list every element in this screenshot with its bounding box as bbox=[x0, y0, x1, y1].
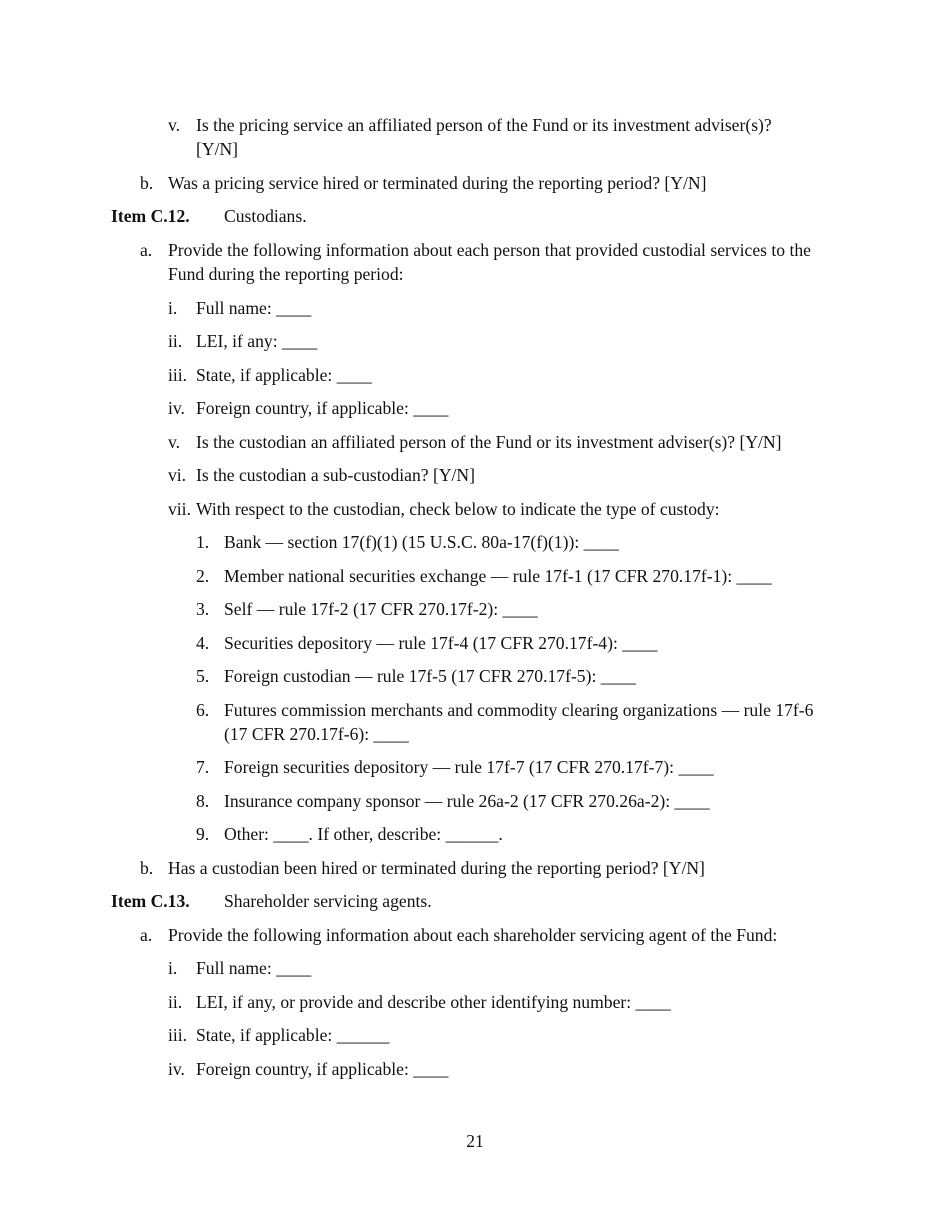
subitem-text: LEI, if any: ____ bbox=[196, 331, 318, 351]
subitem-text: State, if applicable: ____ bbox=[196, 365, 372, 385]
paragraph-number: a. bbox=[140, 925, 153, 945]
subitem-number: ii. bbox=[168, 331, 183, 351]
subitem-number: iii. bbox=[168, 1025, 188, 1045]
custody-type-text: Other: ____. If other, describe: ______. bbox=[224, 824, 503, 844]
paragraph-number: a. bbox=[140, 240, 153, 260]
subitem-text: Foreign country, if applicable: ____ bbox=[196, 398, 449, 418]
subitem-number: i. bbox=[168, 298, 178, 318]
custody-type-text: Insurance company sponsor — rule 26a-2 (17 CFR 270.26a-2): ____ bbox=[224, 791, 710, 811]
subitem-number: iv. bbox=[168, 1059, 185, 1079]
custody-type-number: 2. bbox=[196, 566, 210, 586]
custody-type-number: 5. bbox=[196, 666, 210, 686]
subitem-number: i. bbox=[168, 958, 178, 978]
subitem-text: LEI, if any, or provide and describe other identifying number: ____ bbox=[196, 992, 671, 1012]
subitem-text: State, if applicable: ______ bbox=[196, 1025, 390, 1045]
item-title: Custodians. bbox=[224, 206, 307, 226]
paragraph-number: b. bbox=[140, 858, 154, 878]
subitem-text: Is the custodian an affiliated person of the Fund or its investment adviser(s)? [Y/N] bbox=[196, 432, 782, 452]
subitem-text: With respect to the custodian, check below to indicate the type of custody: bbox=[196, 499, 720, 519]
custody-type-text: Securities depository — rule 17f-4 (17 CFR 270.17f-4): ____ bbox=[224, 633, 658, 653]
subitem-number: v. bbox=[168, 432, 181, 452]
subitem-number: ii. bbox=[168, 992, 183, 1012]
subitem-text: Full name: ____ bbox=[196, 298, 312, 318]
custody-type-number: 7. bbox=[196, 757, 210, 777]
custody-type-text: Member national securities exchange — rule 17f-1 (17 CFR 270.17f-1): ____ bbox=[224, 566, 772, 586]
custody-type-number: 3. bbox=[196, 599, 210, 619]
paragraph-text: Provide the following information about each shareholder servicing agent of the Fund: bbox=[168, 925, 778, 945]
custody-type-number: 1. bbox=[196, 532, 210, 552]
subitem-text: Is the pricing service an affiliated person of the Fund or its investment adviser(s)? [Y/N] bbox=[196, 115, 772, 159]
paragraph-text: Provide the following information about each person that provided custodial services to the Fund during the reporting period: bbox=[168, 240, 811, 284]
subitem-text: Foreign country, if applicable: ____ bbox=[196, 1059, 449, 1079]
subitem-text: Full name: ____ bbox=[196, 958, 312, 978]
page-number: 21 bbox=[466, 1131, 484, 1151]
subitem-number: vii. bbox=[168, 499, 191, 519]
custody-type-number: 8. bbox=[196, 791, 210, 811]
paragraph-text: Was a pricing service hired or terminated during the reporting period? [Y/N] bbox=[168, 173, 707, 193]
custody-type-number: 9. bbox=[196, 824, 210, 844]
subitem-number: iii. bbox=[168, 365, 188, 385]
paragraph-number: b. bbox=[140, 173, 154, 193]
item-label: Item C.13. bbox=[111, 891, 190, 911]
custody-type-number: 6. bbox=[196, 700, 210, 720]
subitem-number: vi. bbox=[168, 465, 187, 485]
custody-type-text: Futures commission merchants and commodity clearing organizations — rule 17f-6 (17 CFR 270.17f-6): ____ bbox=[224, 700, 814, 744]
custody-type-text: Foreign securities depository — rule 17f-7 (17 CFR 270.17f-7): ____ bbox=[224, 757, 714, 777]
subitem-number: iv. bbox=[168, 398, 185, 418]
paragraph-text: Has a custodian been hired or terminated during the reporting period? [Y/N] bbox=[168, 858, 705, 878]
custody-type-text: Self — rule 17f-2 (17 CFR 270.17f-2): ____ bbox=[224, 599, 538, 619]
custody-type-number: 4. bbox=[196, 633, 210, 653]
item-label: Item C.12. bbox=[111, 206, 190, 226]
custody-type-text: Bank — section 17(f)(1) (15 U.S.C. 80a-17(f)(1)): ____ bbox=[224, 532, 619, 552]
subitem-number: v. bbox=[168, 115, 181, 135]
item-title: Shareholder servicing agents. bbox=[224, 891, 432, 911]
subitem-text: Is the custodian a sub-custodian? [Y/N] bbox=[196, 465, 475, 485]
custody-type-text: Foreign custodian — rule 17f-5 (17 CFR 270.17f-5): ____ bbox=[224, 666, 636, 686]
